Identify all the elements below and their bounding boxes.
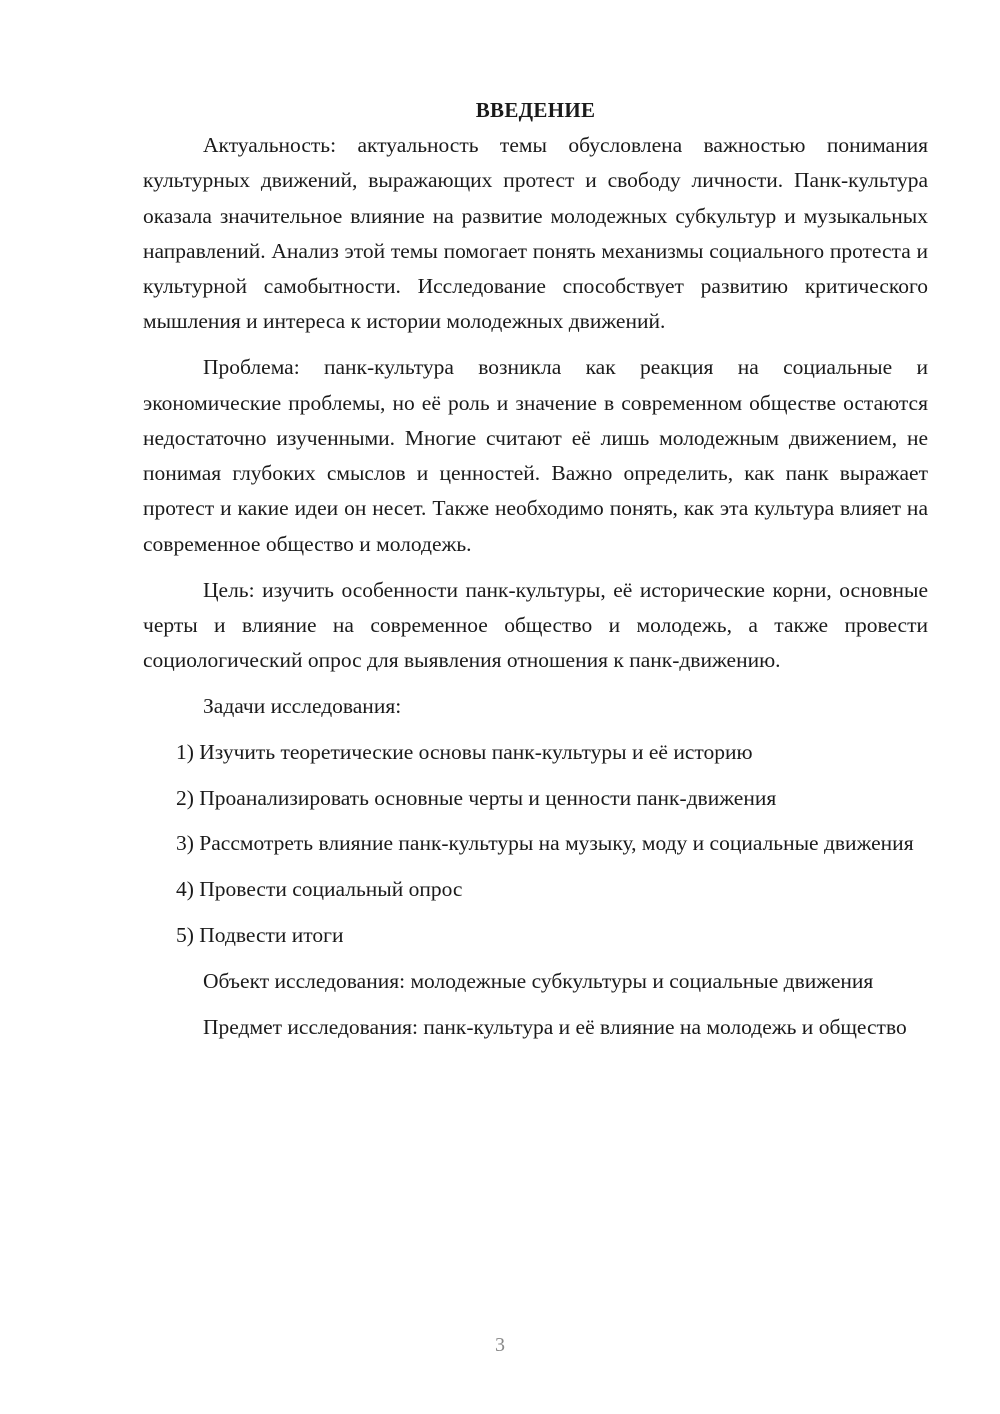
page-title: ВВЕДЕНИЕ [475,98,596,122]
list-item: 5) Подвести итоги [176,922,344,947]
paragraph-subject: Предмет исследования: панк-культура и её влияние на молодежь и общество [203,1014,907,1039]
paragraph-goal: Цель: изучить особенности панк-культуры, её исторические корни, основные черты и влияние на современное общество и молодежь, а также провести социологический опрос для выявления отношения к панк-движению. [143,577,928,673]
document-page [143,92,928,1055]
list-item: 2) Проанализировать основные черты и ценности панк-движения [176,785,777,810]
paragraph-object: Объект исследования: молодежные субкультуры и социальные движения [203,968,874,993]
paragraph-relevance: Актуальность: актуальность темы обусловлена важностью понимания культурных движений, выражающих протест и свободу личности. Панк-культура оказала значительное влияние на развитие молодежных субкультур и музыкальных направлений. Анализ этой темы помогает понять механизмы социального протеста и культурной самобытности. Исследование способствует развитию критического мышления и интереса к истории молодежных движений. [143,133,928,334]
list-item: 1) Изучить теоретические основы панк-культуры и её историю [176,739,753,764]
page-number: 3 [495,1334,505,1356]
list-item: 4) Провести социальный опрос [176,877,463,902]
tasks-list [143,735,928,953]
tasks-heading: Задачи исследования: [203,693,402,718]
paragraph-problem: Проблема: панк-культура возникла как реакция на социальные и экономические проблемы, но её роль и значение в современном обществе остаются недостаточно изученными. Многие считают её лишь молодежным движением, не понимая глубоких смыслов и ценностей. Важно определить, как панк выражает протест и какие идеи он несет. Также необходимо понять, как эта культура влияет на современное общество и молодежь. [143,355,928,556]
list-item: 3) Рассмотреть влияние панк-культуры на музыку, моду и социальные движения [176,831,914,856]
